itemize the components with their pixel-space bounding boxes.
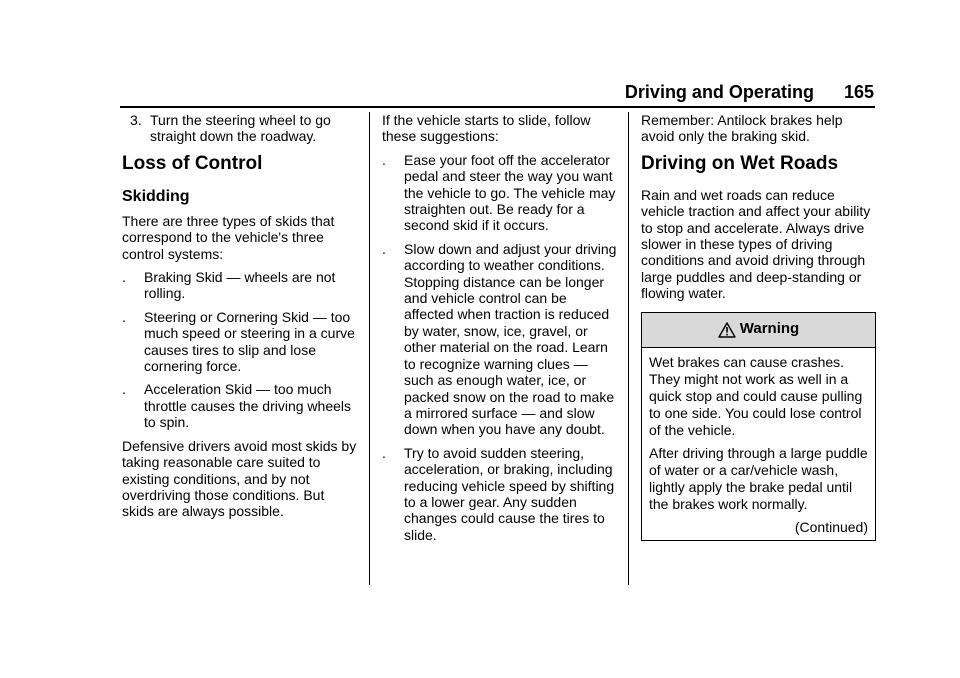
continued-label: (Continued) bbox=[794, 518, 868, 535]
bullet-mark: . bbox=[382, 151, 386, 168]
column-divider bbox=[369, 112, 370, 585]
warning-header bbox=[642, 313, 875, 348]
bullet-mark: . bbox=[122, 381, 126, 398]
list-item bbox=[382, 241, 618, 438]
page-header bbox=[625, 82, 874, 103]
warning-box bbox=[641, 312, 876, 541]
warning-paragraph: After driving through a large puddle of water or a car/vehicle wash, lightly apply the brake pedal until the brakes work normally. bbox=[649, 444, 868, 512]
list-item-text: Slow down and adjust your driving according to weather conditions. Stopping distance can be longer and vehicle control can be affected when traction is reduced by water, snow, ice, gravel, or other material on the road. Learn to recognize warning clues — such as enough water, ice, or packed snow on the road to make a mirrored surface — and slow down when you have any doubt. bbox=[404, 240, 617, 438]
step-text: Turn the steering wheel to go straight down the roadway. bbox=[150, 112, 331, 145]
step-item bbox=[122, 112, 358, 145]
bullet-mark: . bbox=[382, 240, 386, 257]
bullet-mark: . bbox=[382, 444, 386, 461]
warning-body bbox=[642, 348, 875, 540]
list-item bbox=[382, 152, 618, 234]
subheading-skidding: Skidding bbox=[122, 187, 190, 205]
list-item-text: Steering or Cornering Skid — too much speed or steering in a curve causes tires to slip and lose cornering force. bbox=[144, 308, 355, 375]
column-divider bbox=[628, 112, 629, 585]
skid-outro: Defensive drivers avoid most skids by taking reasonable care suited to existing conditions, and by not overdriving those conditions. But skids are always possible. bbox=[122, 437, 357, 520]
column-right bbox=[641, 112, 877, 541]
column-middle bbox=[382, 112, 618, 550]
warning-paragraph: Wet brakes can cause crashes. They might not work as well in a quick stop and could cause pulling to one side. You could lose control of the vehicle. bbox=[649, 353, 863, 438]
heading-driving-on-wet-roads: Driving on Wet Roads bbox=[641, 152, 839, 174]
step-number: 3. bbox=[130, 112, 142, 128]
list-item bbox=[122, 309, 358, 375]
slide-intro: If the vehicle starts to slide, follow these suggestions: bbox=[382, 112, 591, 145]
bullet-mark: . bbox=[122, 308, 126, 325]
remember-note: Remember: Antilock brakes help avoid only the braking skid. bbox=[641, 112, 843, 145]
wet-roads-text: Rain and wet roads can reduce vehicle traction and affect your ability to stop and accelerate. Always drive slower in these types of driving conditions and avoid driving through large puddles and deep-standing or flowing water. bbox=[641, 186, 871, 302]
page-number: 165 bbox=[843, 82, 874, 102]
skid-intro: There are three types of skids that correspond to the vehicle's three control systems: bbox=[122, 212, 335, 262]
warning-triangle-icon bbox=[718, 322, 736, 338]
list-item-text: Try to avoid sudden steering, acceleration, or braking, including reducing vehicle speed by shifting to a lower gear. Any sudden changes could cause the tires to slide. bbox=[404, 444, 615, 543]
warning-title: Warning bbox=[739, 320, 800, 338]
list-item-text: Acceleration Skid — too much throttle causes the driving wheels to spin. bbox=[144, 381, 351, 431]
list-item bbox=[122, 381, 358, 430]
header-rule bbox=[120, 106, 875, 108]
section-title: Driving and Operating bbox=[624, 82, 814, 102]
list-item bbox=[382, 445, 618, 543]
list-item-text: Braking Skid — wheels are not rolling. bbox=[144, 269, 336, 302]
column-left bbox=[122, 112, 358, 527]
bullet-mark: . bbox=[122, 269, 126, 286]
list-item bbox=[122, 269, 358, 302]
heading-loss-of-control: Loss of Control bbox=[122, 152, 263, 174]
list-item-text: Ease your foot off the accelerator pedal and steer the way you want the vehicle to go. The vehicle may straighten out. Be ready for a second skid if it occurs. bbox=[404, 151, 616, 234]
